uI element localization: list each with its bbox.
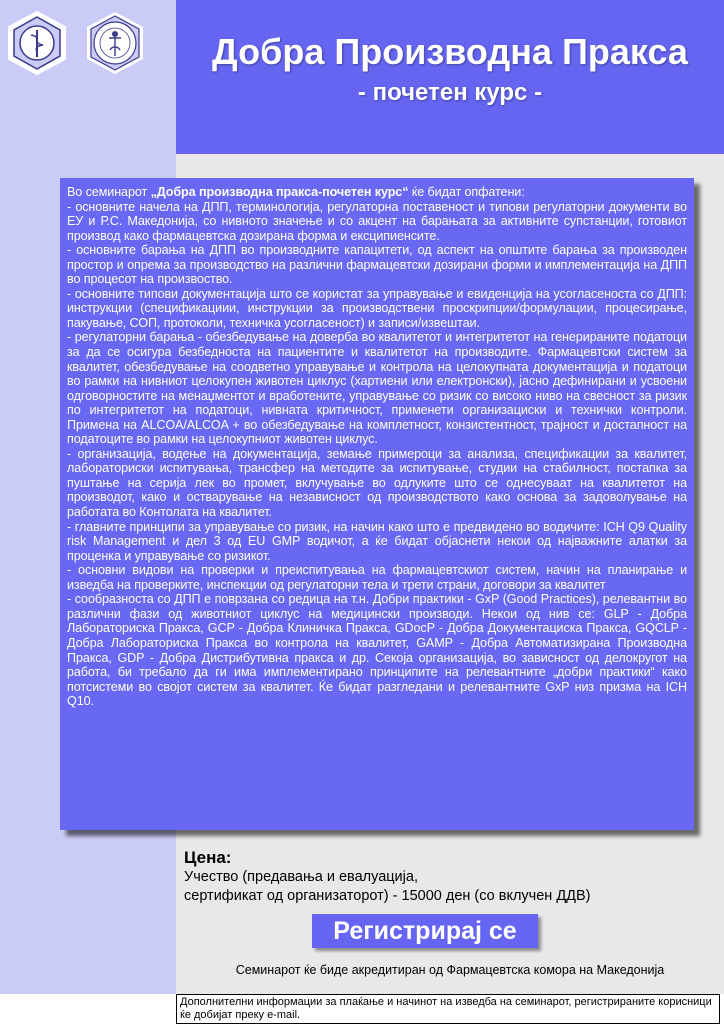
topic-item: - основните типови документација што се користат за управување и евиденција на усогласеноста со ДПП: инструкции (спецификациии, инструкции за производствени проскрипции/формулации, процесирање, пакување, СОП, протоколи, техничка усогласеност) и записи/извештаи. (67, 286, 687, 330)
price-label: Цена: (184, 848, 232, 867)
topic-item: - основните начела на ДПП, терминологија, регулаторна поставеност и типови регулаторни документи во ЕУ и Р.С. Македонија, со нивното значење и со акцент на барањата за активните супстанции, готовиот производ како фармацевтска дозирана форма и ексципиенсите. (67, 199, 687, 243)
topic-item: - сообразноста со ДПП е поврзана со редица на т.н. Добри практики - GxP (Good Practices), релевантни во различни фази од животниот циклус на медицински производи. Некои од нив се: GLP - Добра Лабораториска Пракса, GCP - Добра Клиничка Пракса, GDocP - Добра Документациска Пракса, GQCLP - Добра Лабораториска Пракса во контрола на квалитет, GAMP - Добра Автоматизирана Производна Пракса, GDP - Добра Дистрибутивна пракса и др. Секоја организација, во зависност од делокругот на работа, би требало да ги има имплементирано принципите на релевантните „добри практики“ како потсистеми во својот систем за квалитет. Ќе бидат разгледани и релевантните GxP низ призма на ICH Q10. (67, 592, 687, 709)
intro-paragraph: Во семинарот „Добра производна пракса-почетен курс“ ќе бидат опфатени: (67, 185, 525, 199)
price-line-2: сертификат од организаторот) - 15000 ден (со вклучен ДДВ) (184, 888, 591, 904)
register-button[interactable]: Регистрирај се (312, 914, 538, 948)
course-content-box (60, 178, 694, 830)
topic-item: - главните принципи за управување со ризик, на начин како што е предвидено во водичите: ICH Q9 Quality risk Management и дел 3 од EU GMP водичот, а ќе бидат објаснети некои од најважните алатки за проценка и управување со ризикот. (67, 519, 687, 563)
pharma-hexagon-logo-icon (4, 10, 70, 76)
topic-item: - основните барања на ДПП во производните капацитети, од аспект на општите барања за производен простор и опрема за производство на различни фармацевтски дозирани форми и имплементација на ДПП во процесот на произвоство. (67, 243, 687, 287)
topic-item: - организација, водење на документација, земање примероци за анализа, спецификации за квалитет, лабораториски испитувања, трансфер на методите за испитување, студии на стабилност, постапка за пуштање на серија лек во промет, вклучување во одлуките што се однесуваат на квалитетот на производот, како и остварување на независност од производството како основа за задоволување на работата во Контолата на квалитет. (67, 446, 687, 520)
course-name: „Добра производна пракса-почетен курс“ (150, 185, 409, 199)
header-banner (176, 0, 724, 154)
accreditation-note: Семинарот ќе биде акредитиран од Фармацевтска комора на Македонија (235, 963, 665, 977)
price-section (184, 848, 704, 906)
page-title: Добра Производна Пракса (212, 31, 688, 72)
page-subtitle: - почетен курс - (357, 79, 543, 106)
topic-item: - основни видови на проверки и преиспитувања на фармацевтскиот систем, начин на планирање и изведба на проверките, инспекции од регулаторни тела и трети страни, договори за квалитет (67, 563, 687, 592)
price-line-1: Учество (предавања и евалуација, (184, 869, 418, 885)
topic-item: - регулаторни барања - обезбедување на доверба во квалитетот и интегритетот на генерираните податоци за да се осигура безбедноста на пациентите и квалитетот на производите. Фармацевтски систем за квалитет, обезбедување на соодветно управување и контрола на целокупната документација и податоци во рамки на нивниот целокупен животен циклус (хартиени или електронски), јасно дефинирани и усвоени одговорностите на менаџментот и вработените, управување со ризик со високо ниво на свесност за ризик по интегритетот на податоци, нивната критичност, применети организациски и технички контроли. Примена на ALCOA/ALCOA + во обезбедување на комплетност, конзистентност, трајност и достапност на податоците во рамки на целокупниот животен циклус. (67, 330, 687, 447)
faculty-seal-logo-icon (82, 10, 148, 76)
footer-info-note: Дополнителни информации за плаќање и начинот на изведба на семинарот, регистрираните корисници ќе добијат преку e-mail. (176, 994, 720, 1024)
